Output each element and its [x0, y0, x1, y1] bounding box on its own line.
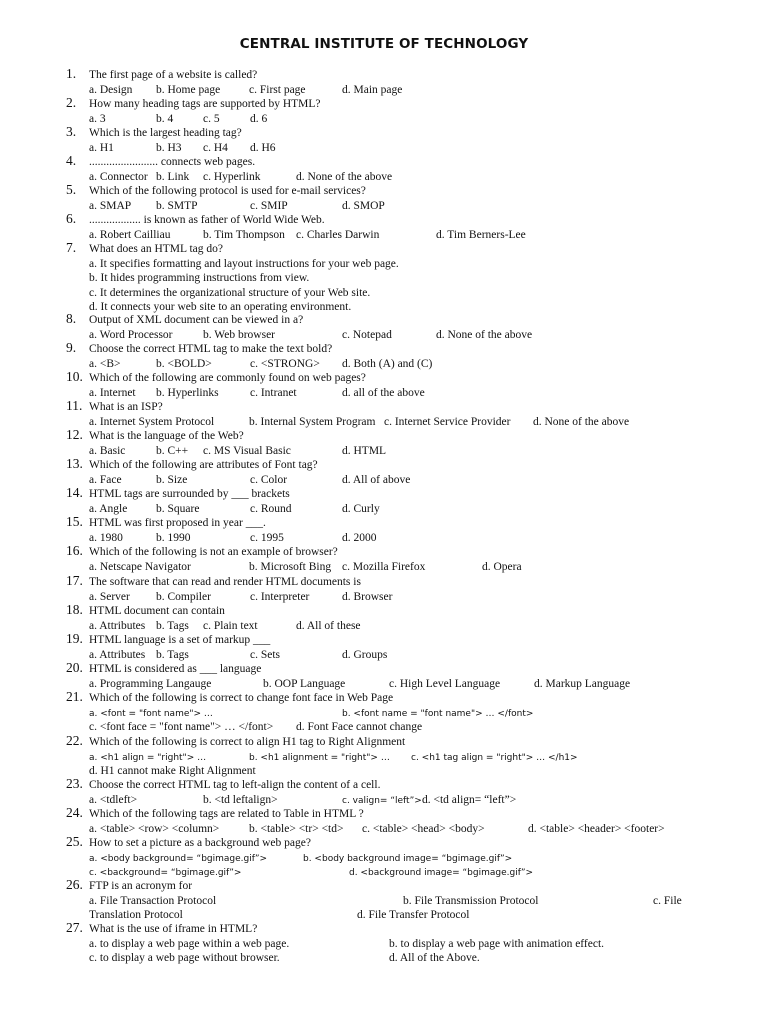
question-text: Which of the following is not an example of browser? [89, 546, 338, 558]
answer-option: b. 1990 [156, 531, 191, 544]
answer-option: b. <td leftalign> [203, 793, 278, 806]
answer-option: a. File Transaction Protocol [89, 894, 217, 907]
answer-option: c. Plain text [203, 619, 258, 632]
answer-option: b. Tim Thompson [203, 228, 285, 241]
question-number: 12. [66, 427, 83, 442]
question-text: What is the language of the Web? [89, 430, 244, 442]
answer-option: c. <background= “bgimage.gif”> [89, 868, 242, 878]
question-number: 9. [66, 340, 77, 355]
answer-option: b. <h1 alignment = "right"> … [249, 752, 390, 763]
answer-option: b. It hides programming instructions from view. [89, 272, 310, 284]
question-text: Choose the correct HTML tag to make the text bold? [89, 343, 333, 355]
question-number: 3. [66, 124, 77, 139]
answer-option: b. <font name = "font name"> … </font> [342, 708, 534, 719]
answer-option: c. <STRONG> [250, 357, 320, 370]
answer-option: d. Opera [482, 560, 522, 573]
answer-option: b. Compiler [156, 590, 211, 603]
answer-option: b. to display a web page with animation effect. [389, 937, 605, 950]
answer-option: a. Face [89, 473, 122, 486]
question-number: 14. [66, 485, 83, 500]
answer-option: c. Intranet [250, 386, 297, 399]
question-text: How to set a picture as a background web page? [89, 837, 311, 849]
question-number: 18. [66, 602, 83, 617]
answer-option: d. All of the Above. [389, 952, 480, 964]
answer-option: c. H4 [203, 141, 228, 154]
answer-option: c. <h1 tag align = "right"> … </h1> [411, 752, 578, 763]
answer-option: a. Design [89, 83, 133, 96]
question-number: 27. [66, 920, 83, 935]
question-number: 24. [66, 805, 83, 820]
answer-option: c. Interpreter [250, 590, 310, 603]
answer-option: b. H3 [156, 141, 182, 154]
page-title: CENTRAL INSTITUTE OF TECHNOLOGY [239, 36, 529, 52]
question-number: 10. [66, 369, 83, 384]
answer-option: c. Hyperlink [203, 170, 261, 183]
answer-option: b. Microsoft Bing [249, 560, 332, 573]
answer-option: Translation Protocol [89, 909, 183, 921]
question-number: 25. [66, 834, 83, 849]
question-text: The software that can read and render HTML documents is [89, 576, 361, 588]
answer-option: a. Angle [89, 502, 128, 515]
answer-option: b. Hyperlinks [156, 386, 219, 399]
answer-option: c. SMIP [250, 199, 288, 212]
answer-option: c. MS Visual Basic [203, 444, 291, 457]
answer-option: a. Internet [89, 386, 136, 399]
answer-option: d. Both (A) and (C) [342, 357, 433, 370]
answer-option: d. 2000 [342, 531, 377, 544]
question-number: 6. [66, 211, 77, 226]
question-number: 19. [66, 631, 83, 646]
question-text: Which is the largest heading tag? [89, 127, 242, 139]
answer-option: d. H1 cannot make Right Alignment [89, 765, 256, 777]
question-number: 16. [66, 543, 83, 558]
question-number: 15. [66, 514, 83, 529]
answer-option: a. <body background= “bgimage.gif”> [89, 853, 268, 864]
question-number: 2. [66, 95, 77, 110]
answer-option: d. Browser [342, 590, 393, 603]
answer-option: d. All of above [342, 473, 411, 486]
question-text: How many heading tags are supported by HTML? [89, 98, 321, 110]
answer-option: a. H1 [89, 141, 114, 154]
answer-option: d. HTML [342, 444, 387, 457]
answer-option: d. H6 [250, 141, 276, 154]
answer-option: a. to display a web page within a web page. [89, 937, 290, 950]
answer-option: c. Mozilla Firefox [342, 560, 426, 573]
answer-option: a. Netscape Navigator [89, 560, 191, 573]
answer-option: b. Tags [156, 648, 189, 661]
answer-option: a. Basic [89, 444, 126, 457]
answer-option: c. Sets [250, 648, 281, 661]
answer-option: c. to display a web page without browser. [89, 952, 280, 964]
question-text: FTP is an acronym for [89, 880, 193, 892]
question-text: Which of the following is correct to change font face in Web Page [89, 692, 394, 704]
answer-option: c. Color [250, 473, 288, 486]
answer-option: d. Main page [342, 83, 403, 96]
answer-option: a. 3 [89, 112, 106, 125]
answer-option: b. Square [156, 502, 200, 515]
answer-option: c. 5 [203, 112, 220, 125]
answer-option: a. SMAP [89, 199, 132, 212]
answer-option: b. 4 [156, 112, 174, 125]
answer-option: a. Server [89, 590, 130, 603]
answer-option: b. OOP Language [263, 677, 346, 690]
question-text: HTML is considered as ___ language [89, 663, 262, 675]
answer-option: b. <BOLD> [156, 357, 212, 370]
answer-option: a. Connector [89, 170, 148, 183]
question-text: What is an ISP? [89, 401, 163, 413]
answer-option: a. <table> <row> <column> [89, 822, 220, 835]
question-text: Which of the following protocol is used for e-mail services? [89, 185, 366, 197]
answer-option: b. <body background image= “bgimage.gif”> [303, 853, 513, 864]
answer-option: a. <font = "font name"> … [89, 708, 213, 719]
answer-option: a. It specifies formatting and layout instructions for your web page. [89, 257, 399, 270]
question-text: Which of the following are commonly found on web pages? [89, 372, 366, 384]
question-number: 20. [66, 660, 83, 675]
answer-option: a. Attributes [89, 648, 146, 661]
answer-option: a. <B> [89, 357, 121, 370]
question-number: 22. [66, 733, 83, 748]
answer-option: d. Font Face cannot change [296, 721, 423, 733]
question-text: Which of the following tags are related to Table in HTML ? [89, 808, 364, 820]
answer-option: c. Notepad [342, 328, 392, 341]
answer-option: b. Web browser [203, 328, 275, 341]
answer-option: c. High Level Language [389, 677, 501, 690]
question-text: What is the use of iframe in HTML? [89, 923, 258, 935]
answer-option: c. It determines the organizational structure of your Web site. [89, 286, 371, 299]
answer-option: b. Home page [156, 83, 221, 96]
question-number: 21. [66, 689, 83, 704]
answer-option: d. SMOP [342, 199, 385, 212]
question-text: Which of the following is correct to align H1 tag to Right Alignment [89, 736, 406, 748]
answer-option: d. File Transfer Protocol [357, 909, 470, 921]
answer-option: d. None of the above [533, 415, 630, 428]
answer-option: d. None of the above [296, 170, 393, 183]
question-number: 13. [66, 456, 83, 471]
answer-option: b. Size [156, 473, 188, 486]
answer-option: c. valign= “left”> [342, 795, 422, 806]
answer-option: b. Link [156, 170, 190, 183]
answer-option: d. Curly [342, 502, 380, 515]
answer-option: d. all of the above [342, 386, 425, 399]
question-number: 26. [66, 877, 83, 892]
answer-option: d. It connects your web site to an operating environment. [89, 301, 352, 313]
question-text: HTML was first proposed in year ___. [89, 517, 266, 529]
answer-option: b. Internal System Program [249, 415, 376, 428]
answer-option: c. Internet Service Provider [384, 415, 511, 428]
answer-option: c. File [653, 894, 682, 907]
answer-option: a. 1980 [89, 531, 123, 544]
question-number: 4. [66, 153, 77, 168]
answer-option: c. Charles Darwin [296, 228, 380, 241]
question-text: The first page of a website is called? [89, 69, 258, 81]
answer-option: a. <tdleft> [89, 793, 138, 806]
question-text: HTML language is a set of markup ___ [89, 634, 271, 646]
answer-option: d. <td align= “left”> [422, 793, 517, 806]
answer-option: d. None of the above [436, 328, 533, 341]
question-number: 1. [66, 66, 77, 81]
answer-option: a. <h1 align = "right"> … [89, 752, 207, 763]
answer-option: b. C++ [156, 444, 189, 457]
question-text: Choose the correct HTML tag to left-align the content of a cell. [89, 779, 381, 791]
question-text: HTML document can contain [89, 605, 225, 617]
question-number: 11. [66, 398, 83, 413]
answer-option: a. Internet System Protocol [89, 415, 215, 428]
answer-option: b. <table> <tr> <td> [249, 822, 344, 835]
question-text: ........................ connects web pages. [89, 156, 256, 168]
question-text: What does an HTML tag do? [89, 243, 224, 255]
question-number: 23. [66, 776, 83, 791]
question-text: Which of the following are attributes of Font tag? [89, 459, 318, 471]
question-text: .................. is known as father of World Wide Web. [89, 214, 325, 226]
answer-option: b. SMTP [156, 199, 198, 212]
answer-option: d. Groups [342, 648, 388, 661]
answer-option: d. Tim Berners-Lee [436, 228, 526, 241]
answer-option: a. Robert Cailliau [89, 228, 171, 241]
answer-option: b. Tags [156, 619, 189, 632]
answer-option: a. Programming Langauge [89, 677, 212, 690]
answer-option: d. <background image= “bgimage.gif”> [349, 868, 534, 878]
answer-option: d. Markup Language [534, 677, 631, 690]
question-number: 7. [66, 240, 77, 255]
answer-option: c. 1995 [250, 531, 284, 544]
answer-option: a. Word Processor [89, 328, 173, 341]
question-number: 17. [66, 573, 83, 588]
answer-option: c. <table> <head> <body> [362, 822, 485, 835]
answer-option: d. All of these [296, 619, 361, 632]
question-number: 8. [66, 311, 77, 326]
answer-option: d. <table> <header> <footer> [528, 822, 665, 835]
answer-option: b. File Transmission Protocol [403, 894, 539, 907]
answer-option: d. 6 [250, 112, 268, 125]
answer-option: c. <font face = "font name"> … </font> [89, 721, 274, 733]
answer-option: c. First page [249, 83, 306, 96]
question-number: 5. [66, 182, 77, 197]
answer-option: c. Round [250, 502, 292, 515]
question-text: HTML tags are surrounded by ___ brackets [89, 488, 290, 500]
question-text: Output of XML document can be viewed in a? [89, 314, 304, 326]
answer-option: a. Attributes [89, 619, 146, 632]
